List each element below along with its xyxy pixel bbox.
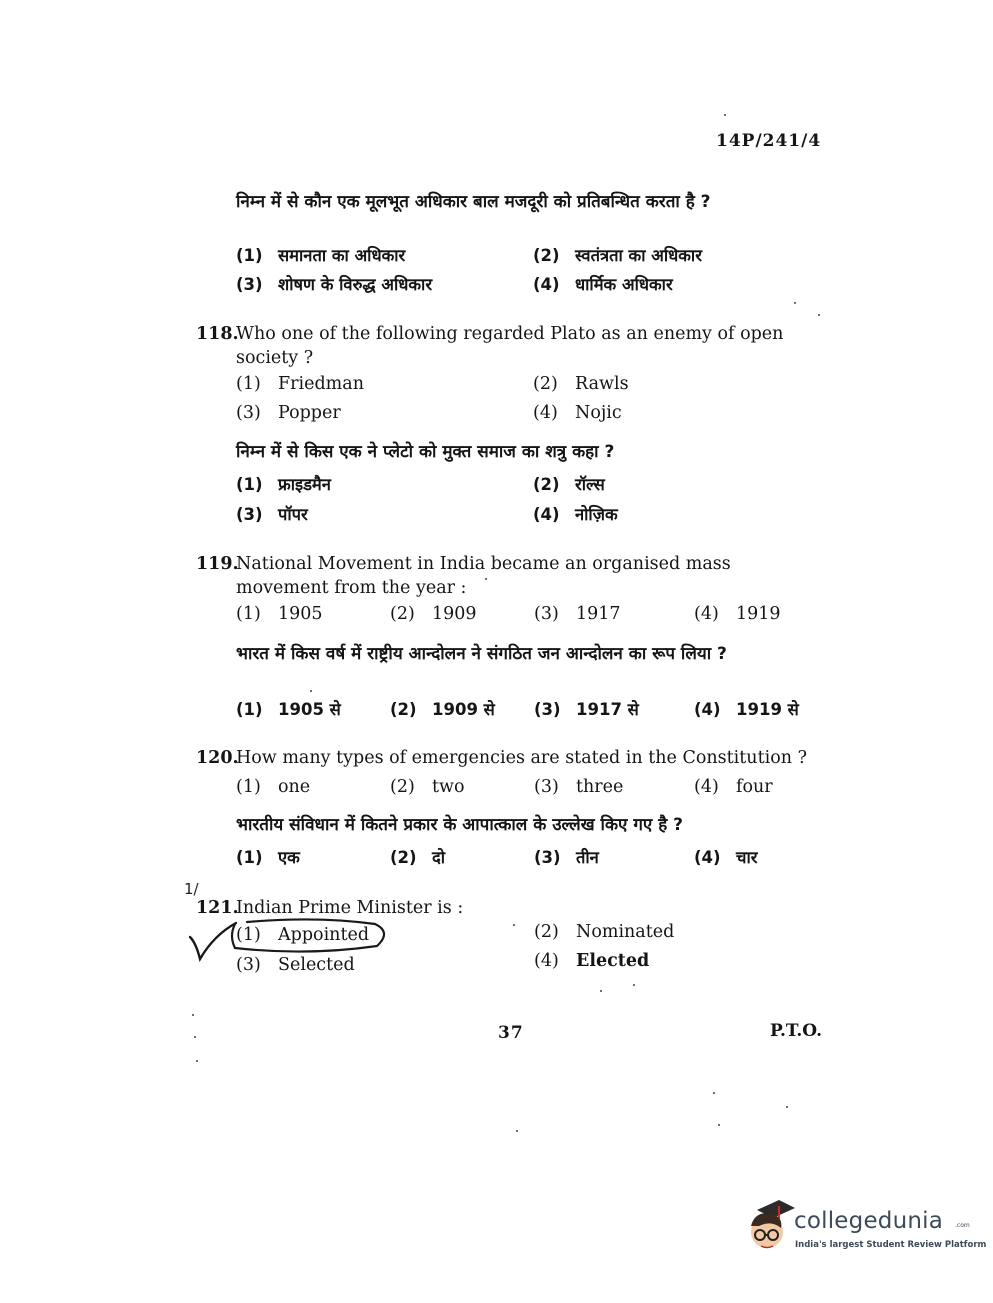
q118-question: Who one of the following regarded Plato as an enemy of open society ? (236, 324, 784, 368)
q120-question: How many types of emergencies are stated in the Constitution ? (236, 748, 807, 768)
q118-hindi-option-4: (4) नोज़िक (533, 505, 618, 524)
q119-hindi-option-1: (1) 1905 से (236, 700, 341, 719)
q117-hindi-option-4: (4) धार्मिक अधिकार (533, 275, 673, 294)
q118-option-2: (2) Rawls (533, 374, 629, 394)
q120-hindi-option-1: (1) एक (236, 848, 300, 867)
q119-hindi-option-4: (4) 1919 से (694, 700, 799, 719)
q120-hindi-question: भारतीय संविधान में कितने प्रकार के आपात्काल के उल्लेख किए गए है ? (236, 815, 684, 835)
q118-hindi-option-1: (1) फ्राइडमैन (236, 475, 331, 494)
q118-option-1: (1) Friedman (236, 374, 364, 394)
q118-hindi-question: निम्न में से किस एक ने प्लेटो को मुक्त समाज का शत्रु कहा ? (236, 442, 615, 462)
page-number: 37 (498, 1023, 524, 1043)
q120-hindi-option-2: (2) दो (390, 848, 446, 867)
q119-question: National Movement in India became an organised mass movement from the year : (236, 554, 731, 598)
handwritten-mark: 1/ (184, 880, 199, 898)
paper-code: 14P/241/4 (716, 131, 822, 151)
q119-option-3: (3) 1917 (534, 604, 621, 624)
q119-option-4: (4) 1919 (694, 604, 781, 624)
q119-option-1: (1) 1905 (236, 604, 323, 624)
q119-option-2: (2) 1909 (390, 604, 477, 624)
q119-number: 119. (196, 554, 239, 574)
q121-option-3: (3) Selected (236, 955, 355, 975)
q119-hindi-option-2: (2) 1909 से (390, 700, 495, 719)
q120-option-2: (2) two (390, 777, 465, 797)
q118-option-3: (3) Popper (236, 403, 341, 423)
q121-option-1: (1) Appointed (236, 925, 370, 945)
q117-hindi-option-2: (2) स्वतंत्रता का अधिकार (533, 246, 702, 265)
q120-hindi-option-3: (3) तीन (534, 848, 599, 867)
answer-circle-icon (227, 918, 392, 954)
pto-label: P.T.O. (770, 1021, 822, 1041)
q118-option-4: (4) Nojic (533, 403, 622, 423)
q121-option-4: (4) Elected (534, 951, 650, 971)
collegedunia-tagline: India's largest Student Review Platform (795, 1240, 987, 1250)
q121-question: Indian Prime Minister is : (236, 898, 464, 918)
q120-option-4: (4) four (694, 777, 773, 797)
q117-hindi-option-3: (3) शोषण के विरुद्ध अधिकार (236, 275, 433, 294)
q120-option-3: (3) three (534, 777, 624, 797)
q117-hindi-option-1: (1) समानता का अधिकार (236, 246, 406, 265)
collegedunia-domain: .com (955, 1222, 970, 1229)
q118-number: 118. (196, 324, 239, 344)
q118-hindi-option-2: (2) रॉल्स (533, 475, 605, 494)
q119-hindi-question: भारत में किस वर्ष में राष्ट्रीय आन्दोलन ने संगठित जन आन्दोलन का रूप लिया ? (236, 644, 727, 664)
collegedunia-brand: collegedunia (794, 1208, 944, 1234)
q120-hindi-option-4: (4) चार (694, 848, 758, 867)
q117-hindi-question: निम्न में से कौन एक मूलभूत अधिकार बाल मजदूरी को प्रतिबन्धित करता है ? (236, 192, 711, 212)
q118-hindi-option-3: (3) पॉपर (236, 505, 308, 524)
q120-number: 120. (196, 748, 239, 768)
q119-hindi-option-3: (3) 1917 से (534, 700, 639, 719)
q121-number: 121. (196, 898, 239, 918)
q121-option-2: (2) Nominated (534, 922, 675, 942)
q120-option-1: (1) one (236, 777, 311, 797)
